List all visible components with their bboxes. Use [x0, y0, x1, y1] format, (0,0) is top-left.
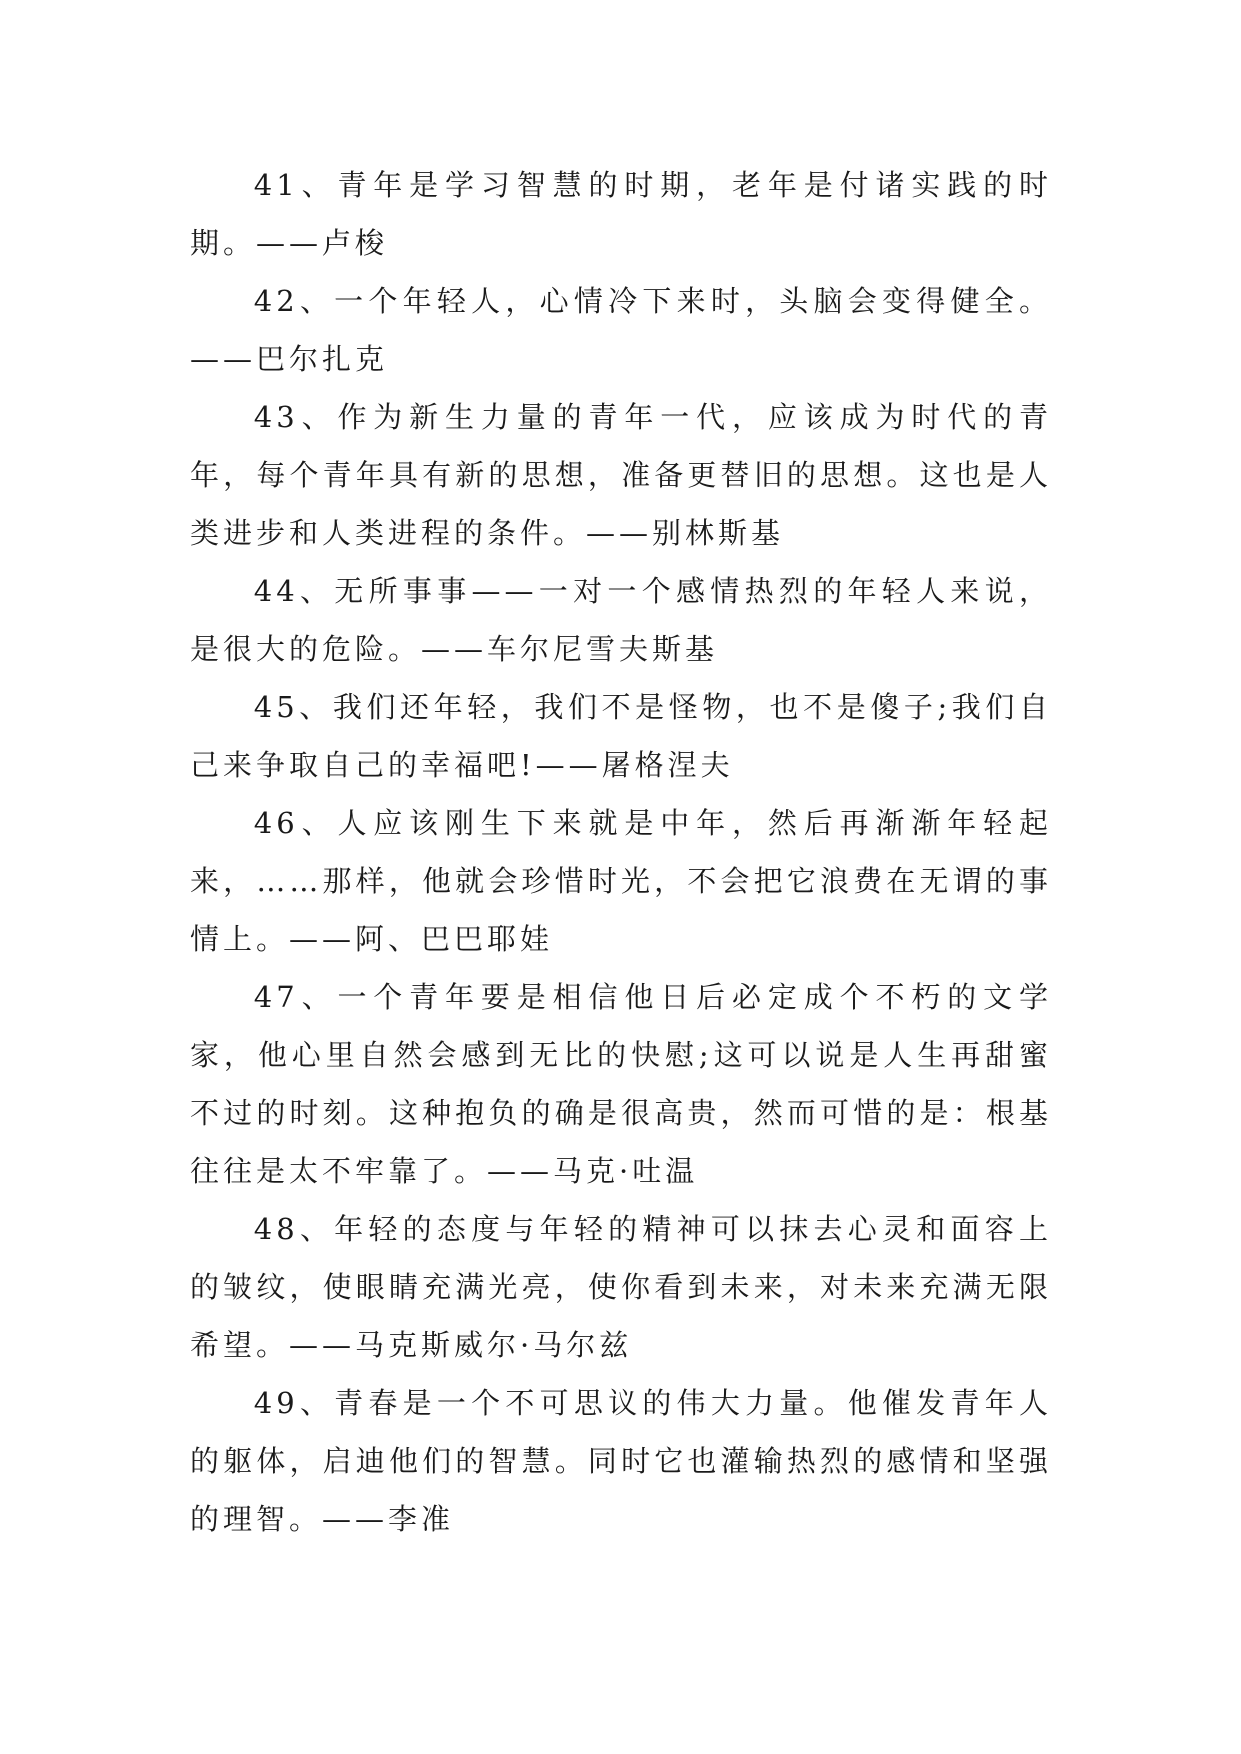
- quote-paragraph: 43、作为新生力量的青年一代，应该成为时代的青年，每个青年具有新的思想，准备更替旧的思想。这也是人类进步和人类进程的条件。——别林斯基: [190, 400, 1052, 550]
- quote-paragraph: 41、青年是学习智慧的时期，老年是付诸实践的时期。——卢梭: [190, 168, 1052, 260]
- quote-paragraph: 49、青春是一个不可思议的伟大力量。他催发青年人的躯体，启迪他们的智慧。同时它也灌输热烈的感情和坚强的理智。——李准: [190, 1386, 1052, 1536]
- quote-paragraph: 44、无所事事——一对一个感情热烈的年轻人来说，是很大的危险。——车尔尼雪夫斯基: [190, 574, 1052, 666]
- quote-paragraph: 48、年轻的态度与年轻的精神可以抹去心灵和面容上的皱纹，使眼睛充满光亮，使你看到未来，对未来充满无限希望。——马克斯威尔·马尔兹: [190, 1212, 1052, 1362]
- quote-list: [190, 156, 1052, 1548]
- quote-paragraph: 46、人应该刚生下来就是中年，然后再渐渐年轻起来，……那样，他就会珍惜时光，不会把它浪费在无谓的事情上。——阿、巴巴耶娃: [190, 806, 1052, 956]
- quote-paragraph: 42、一个年轻人，心情冷下来时，头脑会变得健全。——巴尔扎克: [190, 284, 1052, 376]
- quote-paragraph: 47、一个青年要是相信他日后必定成个不朽的文学家，他心里自然会感到无比的快慰;这可以说是人生再甜蜜不过的时刻。这种抱负的确是很高贵，然而可惜的是：根基往往是太不牢靠了。——马克·吐温: [190, 980, 1052, 1188]
- quote-paragraph: 45、我们还年轻，我们不是怪物，也不是傻子;我们自己来争取自己的幸福吧!——屠格涅夫: [190, 690, 1052, 782]
